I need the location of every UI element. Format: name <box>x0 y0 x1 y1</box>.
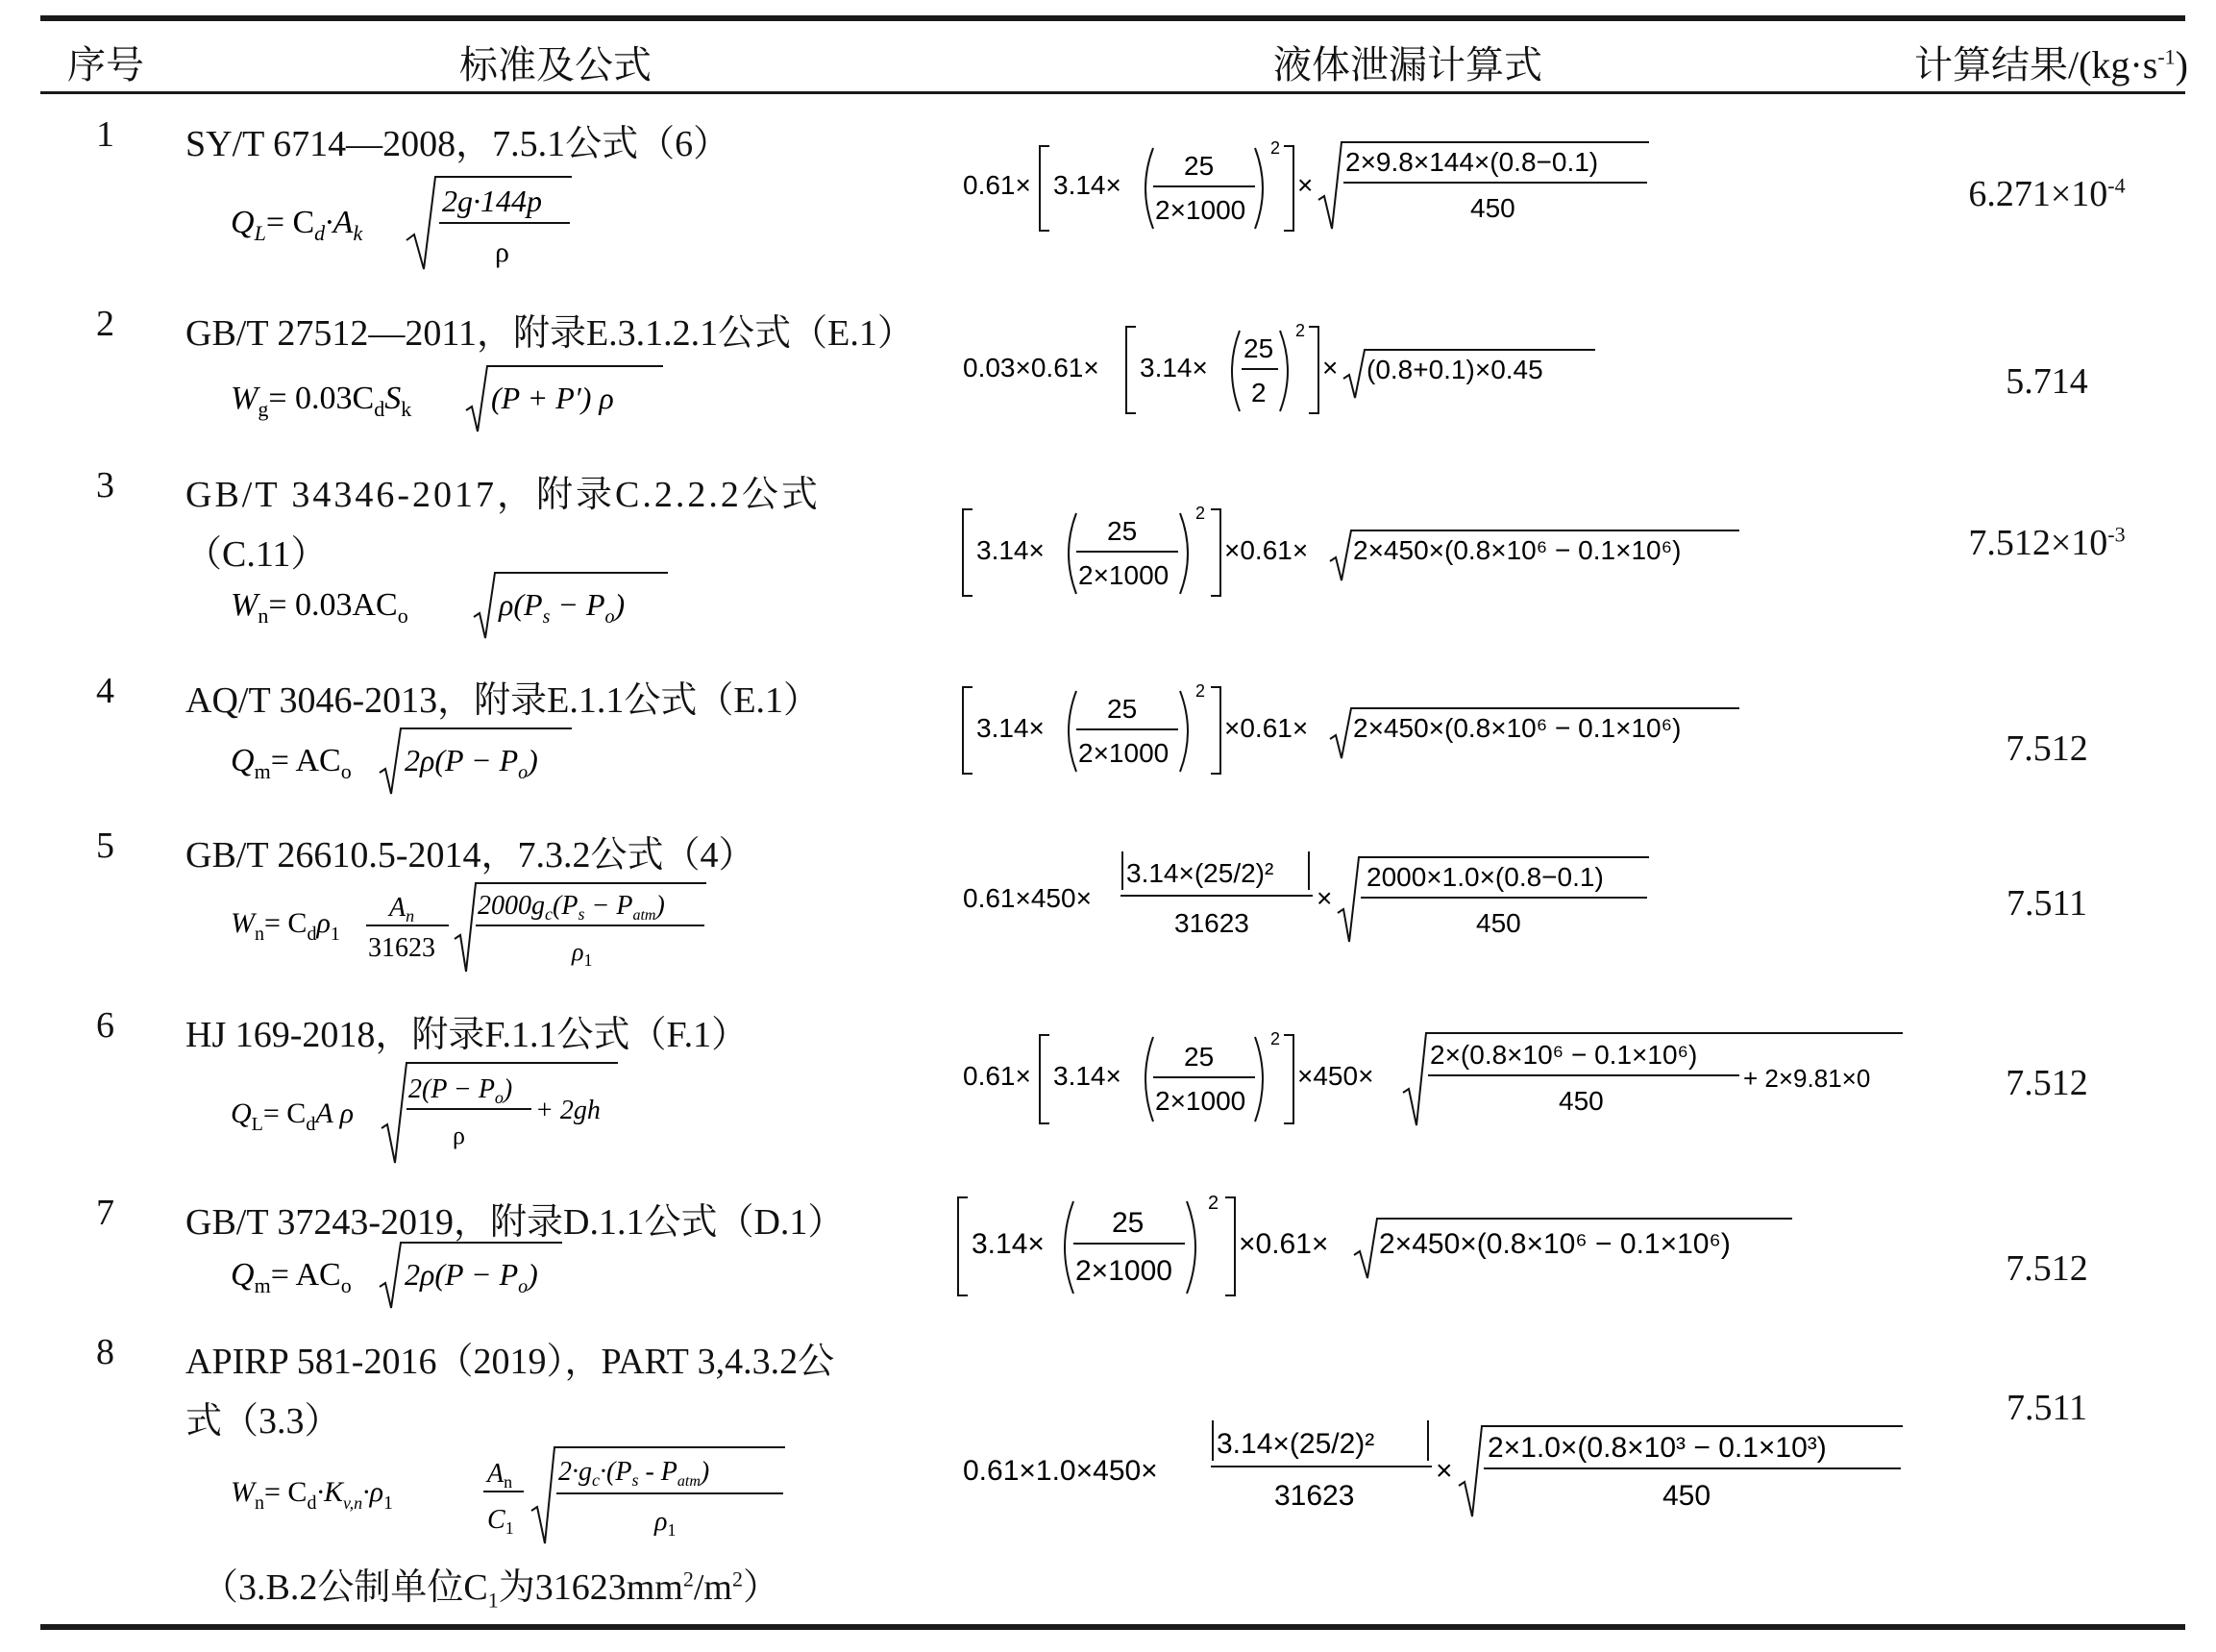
row-no: 1 <box>96 114 114 155</box>
row-no: 2 <box>96 304 114 344</box>
formula <box>226 723 610 800</box>
svg-text:25: 25 <box>1112 1207 1145 1239</box>
header-calculation: 液体泄漏计算式 <box>1273 43 1542 86</box>
svg-text:25: 25 <box>1184 1042 1215 1072</box>
standard-name: GB/T 34346-2017，附录C.2.2.2公式 <box>185 475 821 515</box>
svg-text:2×1000: 2×1000 <box>1155 1086 1246 1116</box>
svg-text:3.14×: 3.14× <box>1053 1061 1121 1091</box>
svg-text:×: × <box>1322 353 1339 382</box>
standard-name: GB/T 37243-2019，附录D.1.1公式（D.1） <box>185 1202 845 1243</box>
row-no: 8 <box>96 1332 114 1372</box>
row-no: 6 <box>96 1005 114 1046</box>
formula <box>226 1057 629 1168</box>
calculation <box>961 317 1614 423</box>
result: 7.512 <box>2006 1063 2088 1103</box>
formula <box>226 1237 610 1314</box>
row-no: 7 <box>96 1193 114 1233</box>
svg-text:2: 2 <box>1270 138 1281 158</box>
svg-text:2: 2 <box>1251 378 1267 407</box>
svg-text:×0.61×: ×0.61× <box>1239 1228 1329 1260</box>
svg-text:An: $A_n$ <box>487 1459 513 1492</box>
svg-text:2×9.8×144×(0.8−0.1): 2×9.8×144×(0.8−0.1) <box>1345 147 1599 177</box>
svg-text:2ρ(P − Po): $2\rho(P - P_o)$ <box>405 1257 538 1297</box>
svg-text:Wg= 0.03CdSk: $W_g= 0.03C_dS_k$ <box>231 381 412 421</box>
svg-text:×0.61×: ×0.61× <box>1224 713 1309 743</box>
svg-text:×: × <box>1317 883 1333 913</box>
result: $7.512\times 10^{-3}$ <box>1968 522 2126 563</box>
calculation <box>961 500 1759 605</box>
svg-text:ρ: ρ <box>453 1122 465 1149</box>
top-rule <box>40 15 2185 21</box>
svg-text:QL= CdA ρ: $Q_L= C_dA$ ρ <box>231 1097 355 1135</box>
svg-text:2000×1.0×(0.8−0.1): 2000×1.0×(0.8−0.1) <box>1367 862 1604 892</box>
svg-text:Qm= ACo: $Q_m= AC_o$ <box>231 1257 352 1297</box>
formula <box>226 567 687 644</box>
svg-text:3.14×: 3.14× <box>976 535 1045 565</box>
svg-text:(P + P′) ρ: (P + P′) ρ <box>491 381 614 415</box>
result: 7.511 <box>2006 883 2088 924</box>
header-rule <box>40 91 2185 94</box>
svg-text:3.14×: 3.14× <box>1053 170 1121 200</box>
svg-text:Wn= Cd·Kv,n·ρ1: $W_n= C_d\cdot K_{v,n}\cdot\rho_1$ <box>231 1476 394 1514</box>
svg-text:2·gc·(Ps - Patm): $2\cdot g_c\cdot(P_s - P_{atm})$ <box>558 1457 710 1490</box>
calculation <box>961 678 1759 783</box>
svg-text:Wn= 0.03ACo: $W_n= 0.03AC_o$ <box>231 587 408 628</box>
calculation <box>961 1413 1912 1528</box>
svg-text:QL= Cd·Ak: $Q_L= C_d\cdot A_k$ <box>231 205 363 245</box>
standard-name: APIRP 581-2016（2019），PART 3,4.3.2公 <box>185 1342 835 1382</box>
standard-name-cont: 式（3.3） <box>185 1401 341 1442</box>
svg-text:+ 2×9.81×0: + 2×9.81×0 <box>1743 1064 1871 1093</box>
svg-text:3.14×: 3.14× <box>1140 353 1208 382</box>
calculation <box>956 1192 1802 1307</box>
header-result: 计算结果$/(kg\cdot s^{-1})$ <box>1914 43 2188 86</box>
result: $6.271\times 10^{-4}$ <box>1968 173 2126 214</box>
svg-text:ρ1: $\rho_1$ <box>654 1507 677 1540</box>
svg-text:ρ(Ps − Po): $\rho(P_s - P_o)$ <box>499 587 626 628</box>
svg-text:2ρ(P − Po): $2\rho(P - P_o)$ <box>405 743 538 783</box>
svg-text:25: 25 <box>1107 694 1138 724</box>
svg-text:31623: 31623 <box>368 933 435 963</box>
svg-text:ρ1: $\rho_1$ <box>572 938 593 970</box>
row-no: 5 <box>96 826 114 866</box>
svg-text:3.14×(25/2)²: 3.14×(25/2)² <box>1126 858 1274 888</box>
svg-text:25: 25 <box>1243 333 1274 363</box>
svg-text:2: 2 <box>1208 1193 1219 1214</box>
unit-note: （3.B.2公制单位$C_1$为$31623mm^2/m^2$） <box>202 1566 779 1613</box>
svg-text:450: 450 <box>1662 1480 1711 1512</box>
calculation <box>961 846 1672 951</box>
standard-name: SY/T 6714—2008，7.5.1公式（6） <box>185 124 730 164</box>
svg-text:2×1000: 2×1000 <box>1075 1255 1172 1287</box>
svg-text:×450×: ×450× <box>1297 1061 1374 1091</box>
svg-text:3.14×: 3.14× <box>976 713 1045 743</box>
svg-text:2×1000: 2×1000 <box>1155 195 1246 225</box>
svg-text:0.61×: 0.61× <box>963 1061 1031 1091</box>
row-no: 3 <box>96 465 114 505</box>
svg-text:2×1.0×(0.8×10³ − 0.1×10³): 2×1.0×(0.8×10³ − 0.1×10³) <box>1488 1432 1827 1464</box>
row-no: 4 <box>96 671 114 711</box>
svg-text:0.61×: 0.61× <box>963 170 1031 200</box>
svg-text:×0.61×: ×0.61× <box>1224 535 1309 565</box>
svg-text:Qm= ACo: $Q_m= AC_o$ <box>231 743 352 783</box>
svg-text:31623: 31623 <box>1174 908 1249 938</box>
header-no: 序号 <box>67 43 144 86</box>
svg-text:2×450×(0.8×10⁶ − 0.1×10⁶): 2×450×(0.8×10⁶ − 0.1×10⁶) <box>1379 1228 1731 1260</box>
svg-text:2×450×(0.8×10⁶ − 0.1×10⁶): 2×450×(0.8×10⁶ − 0.1×10⁶) <box>1353 535 1682 565</box>
calculation <box>961 1023 1922 1139</box>
svg-text:2×450×(0.8×10⁶ − 0.1×10⁶): 2×450×(0.8×10⁶ − 0.1×10⁶) <box>1353 713 1682 743</box>
svg-text:450: 450 <box>1559 1086 1604 1116</box>
svg-text:+ 2gh: + 2gh <box>535 1096 601 1125</box>
svg-text:3.14×(25/2)²: 3.14×(25/2)² <box>1217 1428 1375 1460</box>
svg-text:Wn= Cdρ1: $W_n= C_d\rho_1$ <box>231 907 340 945</box>
formula <box>226 879 726 975</box>
standard-name: GB/T 26610.5-2014，7.3.2公式（4） <box>185 835 755 875</box>
svg-text:2: 2 <box>1270 1029 1281 1048</box>
svg-text:450: 450 <box>1476 908 1521 938</box>
formula <box>226 360 687 437</box>
svg-text:2×1000: 2×1000 <box>1078 560 1170 590</box>
result: 7.512 <box>2006 1248 2088 1289</box>
svg-text:2(P − Po): $2(P - P_o)$ <box>408 1074 513 1107</box>
svg-text:450: 450 <box>1470 193 1515 223</box>
result: 7.511 <box>2006 1388 2088 1428</box>
standard-name: GB/T 27512—2011，附录E.3.1.2.1公式（E.1） <box>185 313 914 354</box>
formula <box>226 173 591 279</box>
svg-text:25: 25 <box>1107 516 1138 546</box>
svg-text:ρ: ρ <box>495 236 509 268</box>
svg-text:25: 25 <box>1184 151 1215 181</box>
svg-text:2×(0.8×10⁶ − 0.1×10⁶): 2×(0.8×10⁶ − 0.1×10⁶) <box>1430 1040 1698 1070</box>
result: 5.714 <box>2006 361 2088 402</box>
svg-text:2: 2 <box>1295 321 1306 340</box>
svg-text:2: 2 <box>1195 681 1206 701</box>
svg-text:31623: 31623 <box>1274 1480 1355 1512</box>
svg-text:3.14×: 3.14× <box>972 1228 1045 1260</box>
svg-text:×: × <box>1297 170 1314 200</box>
standard-name: AQ/T 3046-2013，附录E.1.1公式（E.1） <box>185 680 821 721</box>
bottom-rule <box>40 1624 2185 1630</box>
standard-name-cont: （C.11） <box>185 534 328 575</box>
svg-text:×: × <box>1436 1455 1453 1487</box>
standard-name: HJ 169-2018，附录F.1.1公式（F.1） <box>185 1015 749 1055</box>
svg-text:C1: $C_1$ <box>487 1505 514 1538</box>
svg-text:(0.8+0.1)×0.45: (0.8+0.1)×0.45 <box>1367 355 1543 384</box>
result: 7.512 <box>2006 728 2088 769</box>
formula <box>226 1442 802 1547</box>
svg-text:2g·144p: 2g·144p <box>442 184 542 218</box>
svg-text:2×1000: 2×1000 <box>1078 738 1170 768</box>
calculation <box>961 135 1653 250</box>
svg-text:An: $A_n$ <box>389 893 415 925</box>
svg-text:0.61×1.0×450×: 0.61×1.0×450× <box>963 1455 1158 1487</box>
header-standard: 标准及公式 <box>459 43 652 86</box>
svg-text:0.03×0.61×: 0.03×0.61× <box>963 353 1099 382</box>
svg-text:2000gc(Ps − Patm): $2000g_c(P_s - P_{atm})$ <box>478 891 665 924</box>
svg-text:0.61×450×: 0.61×450× <box>963 883 1092 913</box>
svg-text:2: 2 <box>1195 504 1206 523</box>
